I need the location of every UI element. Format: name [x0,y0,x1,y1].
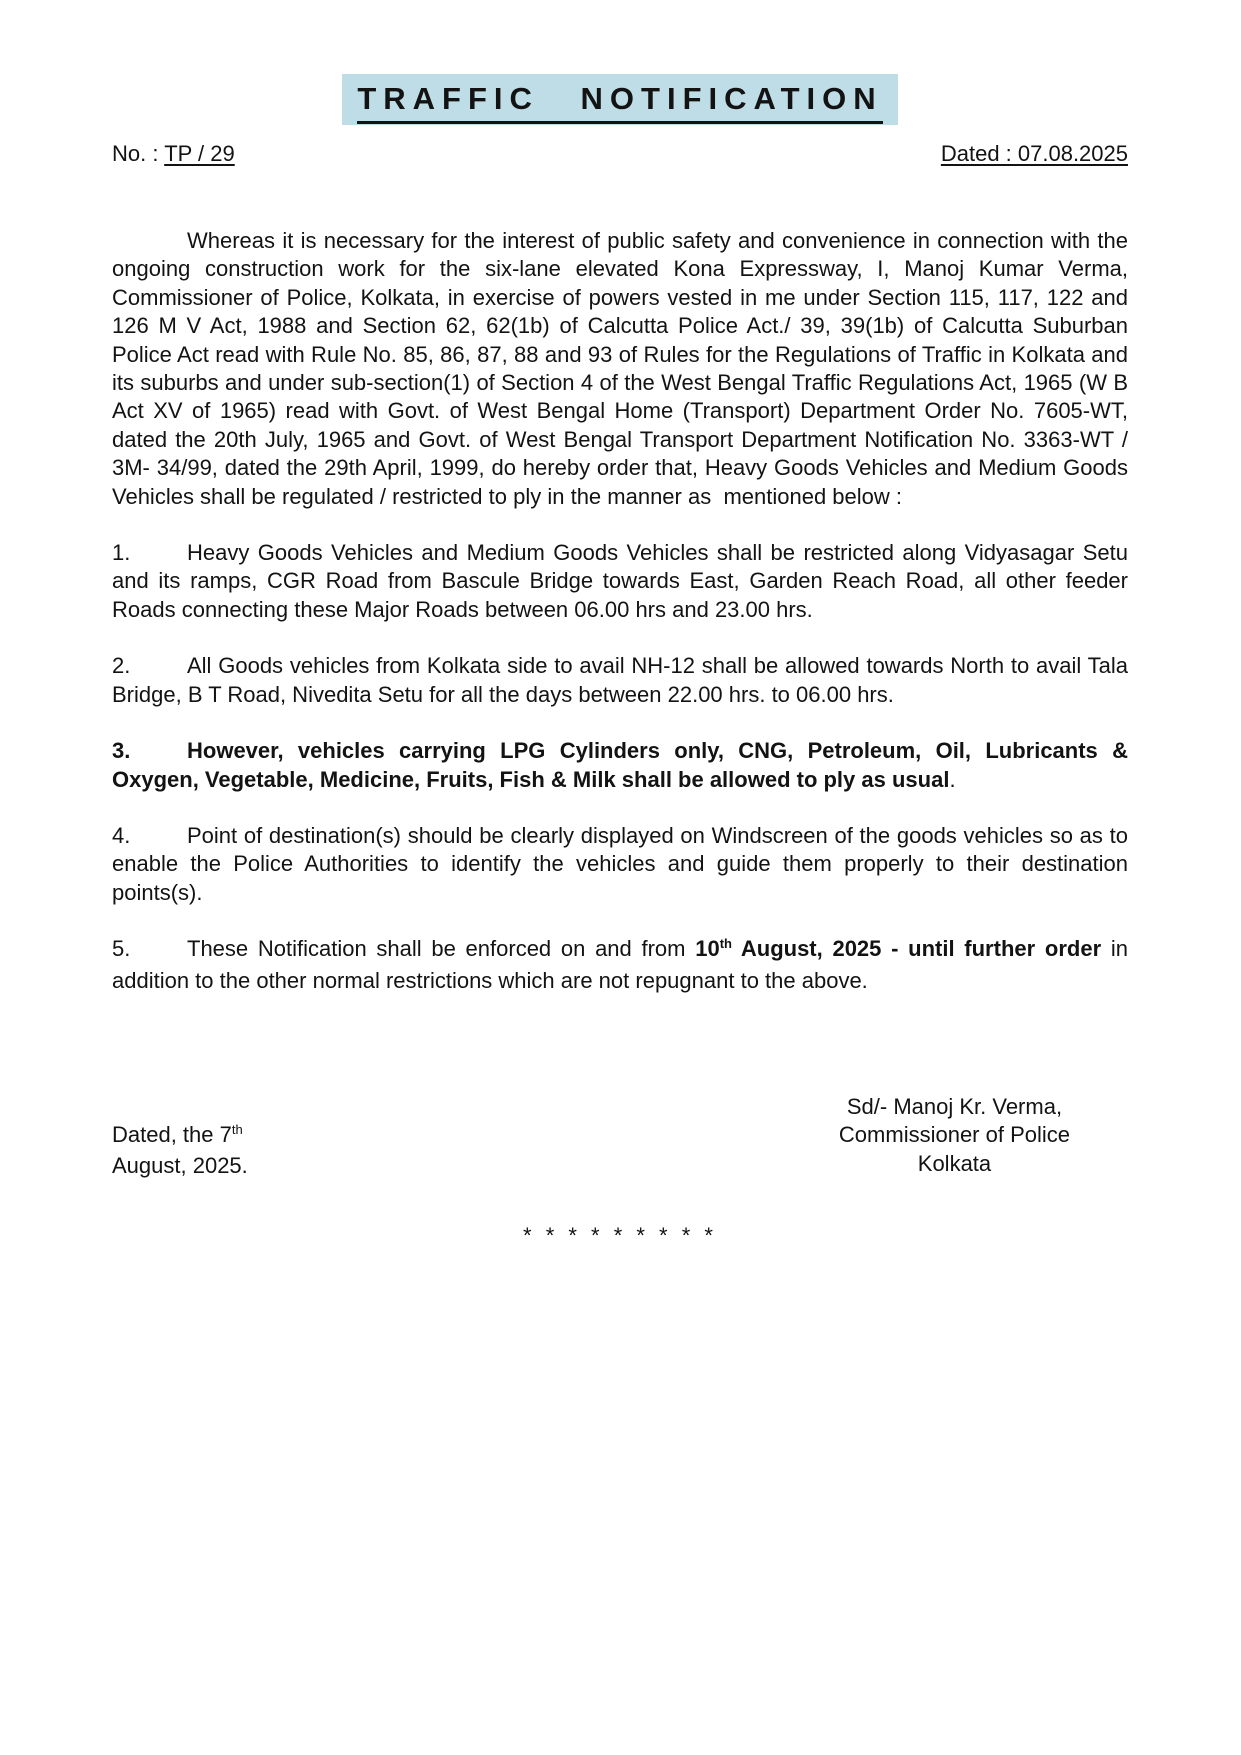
list-item-1 [112,539,1128,624]
item-text-suffix: . [949,766,956,792]
enforcement-date-bold: 10 [695,936,720,962]
item-number: 4. [112,822,131,848]
item-text: Heavy Goods Vehicles and Medium Goods Vehicles shall be restricted along Vidyasagar Setu and its ramps, CGR Road from Bascule Bridge towards East, Garden Reach Road, all other feeder Roads connecting these Major Roads between 06.00 hrs and 23.00 hrs. [112,540,1128,622]
reference-value: TP / 29 [164,141,235,166]
list-item-3 [112,737,1128,794]
list-item-2 [112,652,1128,709]
signatory-designation: Commissioner of Police [838,1122,1070,1148]
reference-number [112,141,235,167]
document-date: Dated : 07.08.2025 [940,141,1128,166]
signatory-name: Sd/- Manoj Kr. Verma, [846,1093,1063,1119]
signature-block [112,1093,1128,1181]
item-text: All Goods vehicles from Kolkata side to avail NH-12 shall be allowed towards North to avail Tala Bridge, B T Road, Nivedita Setu for all the days between 22.00 hrs. to 06.00 hrs. [112,653,1128,707]
signature-date-line-2: August, 2025. [112,1153,248,1179]
list-item-5 [112,935,1128,995]
document-body [112,227,1135,995]
signature-date-line-1 [112,1121,248,1152]
reference-label: No. : [112,141,165,166]
ordinal-superscript: th [719,936,732,952]
item-number: 2. [112,653,131,679]
end-of-document-asterisks: * * * * * * * * * [523,1222,717,1248]
item-text-bold: However, vehicles carrying LPG Cylinders only, CNG, Petroleum, Oil, Lubricants & Oxygen, Vegetable, Medicine, Fruits, Fish & Milk shall be allowed to ply as usual [112,738,1128,792]
preamble-paragraph: Whereas it is necessary for the interest of public safety and convenience in connection with the ongoing construction work for the six-lane elevated Kona Expressway, I, Manoj Kumar Verma, Commissioner of Police, Kolkata, in exercise of powers vested in me under Section 115, 117, 122 and 126 M V Act, 1988 and Section 62, 62(1b) of Calcutta Police Act./ 39, 39(1b) of Calcutta Suburban Police Act read with Rule No. 85, 86, 87, 88 and 93 of Rules for the Regulations of Traffic in Kolkata and its suburbs and under sub-section(1) of Section 4 of the West Bengal Traffic Regulations Act, 1965 (W B Act XV of 1965) read with Govt. of West Bengal Home (Transport) Department Order No. 7605-WT, dated the 20th July, 1965 and Govt. of West Bengal Transport Department Notification No. 3363-WT / 3M- 34/99, dated the 29th April, 1999, do hereby order that, Heavy Goods Vehicles and Medium Goods Vehicles shall be regulated / restricted to ply in the manner as mentioned below : [112,228,1135,509]
item-number: 5. [112,936,131,962]
signatory-block [839,1093,1070,1178]
signature-date-block [112,1093,248,1181]
signatory-place: Kolkata [917,1150,992,1176]
item-number: 3. [112,738,131,764]
reference-date-row [112,141,1128,167]
document-title-row [112,74,1128,125]
ordinal-superscript: th [231,1121,243,1137]
page-title: TRAFFIC NOTIFICATION [357,81,882,124]
title-highlight [342,74,897,125]
enforcement-date-bold: August, 2025 - until further order [731,936,1102,962]
item-number: 1. [112,540,131,566]
item-text: in addition to the other normal restrictions which are not repugnant to the above. [112,936,1128,993]
item-text: Point of destination(s) should be clearly displayed on Windscreen of the goods vehicles so as to enable the Police Authorities to identify the vehicles and guide them properly to their destination points(s). [112,822,1128,905]
list-item-4 [112,822,1128,907]
signature-date-text: Dated, the 7 [112,1121,232,1147]
item-text: These Notification shall be enforced on and from [187,936,696,962]
